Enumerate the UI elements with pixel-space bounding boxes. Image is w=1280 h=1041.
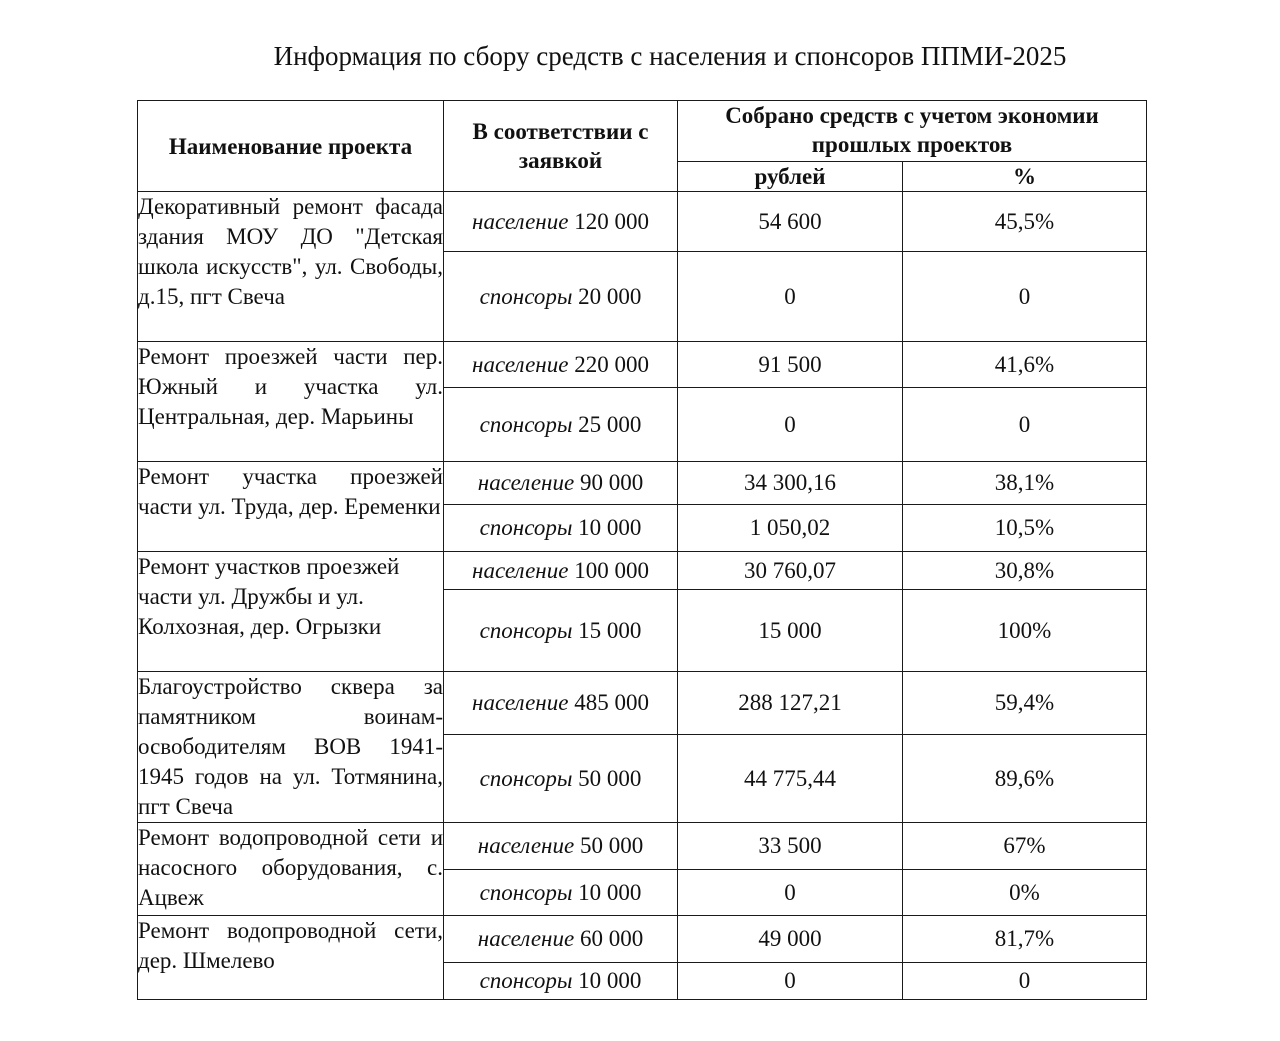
project-name: Декоративный ремонт фасада здания МОУ ДО "Детская школа искусств", ул. Свободы, д.15, пгт Свеча (138, 192, 444, 342)
contributor-kind: спонсоры (479, 968, 573, 993)
application-amount: 100 000 (574, 557, 649, 583)
contributor-kind: спонсоры (479, 283, 573, 309)
header-project-name: Наименование проекта (138, 101, 444, 192)
application-cell (444, 552, 678, 590)
funds-table (137, 100, 1147, 1000)
application-cell (444, 735, 678, 823)
contributor-kind: население (477, 833, 575, 858)
collected-rub: 44 775,44 (678, 735, 903, 823)
collected-pct: 38,1% (903, 462, 1147, 505)
header-application: В соответствии с заявкой (444, 101, 678, 192)
collected-pct: 0 (903, 963, 1147, 1000)
application-amount: 90 000 (579, 470, 644, 495)
application-cell (444, 823, 678, 870)
application-amount: 50 000 (579, 833, 644, 858)
collected-pct: 100% (903, 590, 1147, 672)
collected-rub: 288 127,21 (678, 672, 903, 735)
contributor-kind: население (472, 690, 569, 716)
document-title: Информация по сбору средств с населения и спонсоров ППМИ-2025 (273, 41, 1067, 71)
collected-rub: 1 050,02 (678, 505, 903, 552)
table-row (138, 823, 1147, 870)
collected-rub: 34 300,16 (678, 462, 903, 505)
application-cell (444, 192, 678, 252)
collected-pct: 0% (903, 870, 1147, 916)
contributor-kind: население (477, 470, 575, 495)
collected-pct: 45,5% (903, 192, 1147, 252)
contributor-kind: спонсоры (479, 515, 573, 540)
contributor-kind: спонсоры (479, 411, 573, 437)
collected-pct: 81,7% (903, 916, 1147, 963)
application-amount: 60 000 (579, 926, 644, 951)
application-amount: 10 000 (578, 879, 642, 905)
application-amount: 50 000 (578, 765, 642, 791)
collected-pct: 0 (903, 388, 1147, 462)
contributor-kind: население (477, 926, 575, 951)
contributor-kind: спонсоры (479, 765, 573, 791)
header-collected: Собрано средств с учетом экономии прошлых проектов (678, 101, 1147, 162)
header-pct: % (903, 162, 1147, 192)
collected-rub: 0 (678, 870, 903, 916)
application-amount: 25 000 (578, 411, 642, 437)
collected-pct: 41,6% (903, 342, 1147, 388)
collected-pct: 59,4% (903, 672, 1147, 735)
application-cell (444, 916, 678, 963)
collected-pct: 89,6% (903, 735, 1147, 823)
application-cell (444, 462, 678, 505)
application-amount: 485 000 (574, 690, 649, 716)
application-amount: 120 000 (574, 208, 649, 234)
collected-pct: 30,8% (903, 552, 1147, 590)
contributor-kind: население (472, 351, 569, 377)
application-amount: 10 000 (578, 515, 642, 540)
contributor-kind: население (472, 208, 569, 234)
application-cell (444, 870, 678, 916)
project-name: Ремонт участков проезжей части ул. Дружбы и ул. Колхозная, дер. Огрызки (138, 552, 444, 672)
table-row (138, 552, 1147, 590)
contributor-kind: население (472, 557, 569, 583)
contributor-kind: спонсоры (479, 617, 573, 643)
application-cell (444, 505, 678, 552)
project-name: Ремонт водопроводной сети, дер. Шмелево (138, 916, 444, 1000)
collected-pct: 67% (903, 823, 1147, 870)
project-name: Ремонт участка проезжей части ул. Труда, дер. Еременки (138, 462, 444, 552)
collected-pct: 0 (903, 252, 1147, 342)
application-cell (444, 388, 678, 462)
header-rub: рублей (678, 162, 903, 192)
collected-rub: 33 500 (678, 823, 903, 870)
collected-rub: 91 500 (678, 342, 903, 388)
application-amount: 220 000 (574, 351, 649, 377)
header-row (138, 101, 1147, 162)
project-name: Благоустройство сквера за памятником воинам-освободителям ВОВ 1941-1945 годов на ул. Тотмянина, пгт Свеча (138, 672, 444, 823)
application-cell (444, 252, 678, 342)
project-name: Ремонт проезжей части пер. Южный и участка ул. Центральная, дер. Марьины (138, 342, 444, 462)
collected-rub: 0 (678, 388, 903, 462)
collected-rub: 54 600 (678, 192, 903, 252)
application-cell (444, 342, 678, 388)
collected-rub: 15 000 (678, 590, 903, 672)
application-amount: 15 000 (578, 617, 642, 643)
application-cell (444, 963, 678, 1000)
application-amount: 10 000 (578, 968, 642, 993)
project-name: Ремонт водопроводной сети и насосного оборудования, с. Ацвеж (138, 823, 444, 916)
collected-pct: 10,5% (903, 505, 1147, 552)
contributor-kind: спонсоры (479, 879, 573, 905)
table-row (138, 192, 1147, 252)
table-row (138, 916, 1147, 963)
collected-rub: 0 (678, 963, 903, 1000)
table-row (138, 462, 1147, 505)
collected-rub: 49 000 (678, 916, 903, 963)
table-row (138, 672, 1147, 735)
application-cell (444, 590, 678, 672)
application-amount: 20 000 (578, 283, 642, 309)
application-cell (444, 672, 678, 735)
table-row (138, 342, 1147, 388)
collected-rub: 0 (678, 252, 903, 342)
collected-rub: 30 760,07 (678, 552, 903, 590)
